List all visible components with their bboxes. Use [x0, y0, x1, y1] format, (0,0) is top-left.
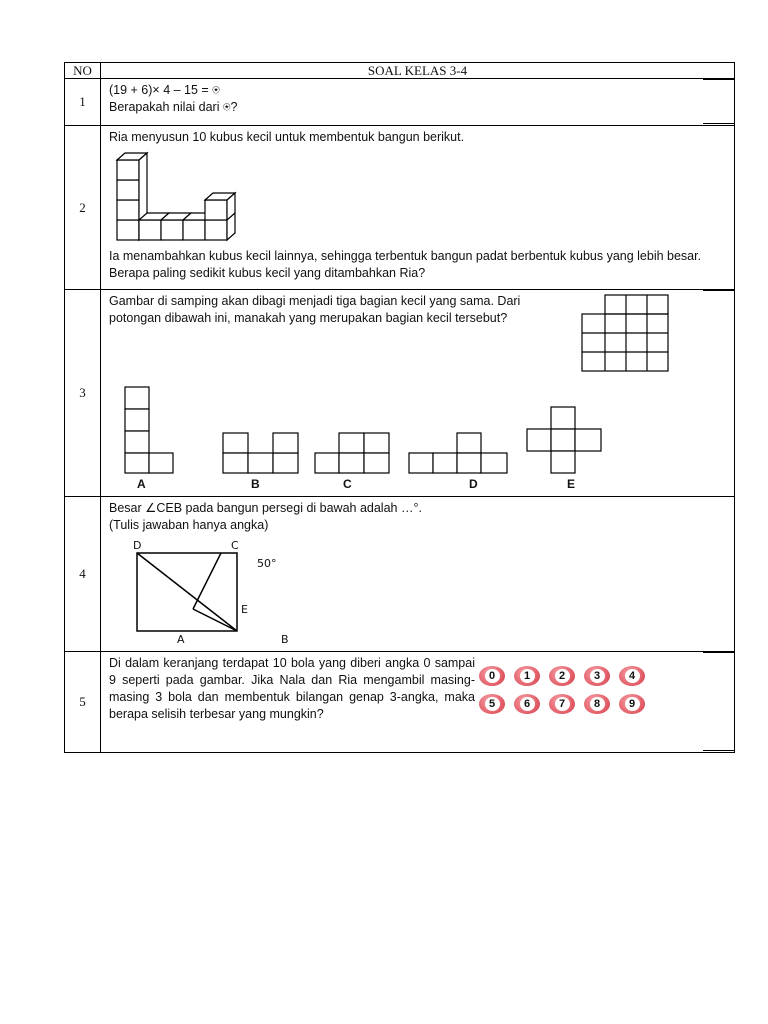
- question-cell: [101, 126, 735, 290]
- question-text: (Tulis jawaban hanya angka): [109, 518, 269, 532]
- question-table: [64, 62, 735, 753]
- ball-9: 9: [619, 694, 645, 714]
- grid-figure: [581, 294, 671, 372]
- question-row-1: [65, 79, 735, 126]
- header-title: SOAL KELAS 3-4: [101, 63, 735, 79]
- question-number: 1: [65, 79, 101, 126]
- question-row-3: [65, 290, 735, 497]
- ball-3: 3: [584, 666, 610, 686]
- question-row-4: [65, 497, 735, 652]
- header-no: NO: [65, 63, 101, 79]
- options-figure: [115, 385, 615, 480]
- option-label-a: A: [137, 477, 146, 491]
- question-cell: [101, 290, 735, 497]
- question-cell: [101, 79, 735, 126]
- ball-5: 5: [479, 694, 505, 714]
- question-content: [101, 652, 734, 752]
- ball-4: 4: [619, 666, 645, 686]
- question-number: 5: [65, 652, 101, 753]
- option-label-c: C: [343, 477, 352, 491]
- point-label-e: E: [241, 603, 248, 616]
- question-content: [101, 497, 734, 651]
- question-text: Besar ∠CEB pada bangun persegi di bawah adalah …°.: [109, 501, 422, 515]
- question-text: Di dalam keranjang terdapat 10 bola yang diberi angka 0 sampai 9 seperti pada gambar. Jika Nala dan Ria mengambil masing-masing 3 bola dan membentuk bilangan genap 3-angka, maka berapa selisih terbesar yang mungkin?: [109, 656, 475, 721]
- question-number: 4: [65, 497, 101, 652]
- question-number: 3: [65, 290, 101, 497]
- equation-line: (19 + 6)× 4 – 15 = ⍟: [109, 83, 220, 97]
- question-number: 2: [65, 126, 101, 290]
- ball-8: 8: [584, 694, 610, 714]
- vertex-label-a: A: [177, 633, 185, 646]
- ball-2: 2: [549, 666, 575, 686]
- ball-1: 1: [514, 666, 540, 686]
- ball-6: 6: [514, 694, 540, 714]
- option-label-e: E: [567, 477, 576, 491]
- cube-structure-figure: [113, 150, 253, 242]
- question-content: [101, 126, 734, 289]
- question-content: [101, 79, 734, 125]
- question-cell: [101, 497, 735, 652]
- ball-0: 0: [479, 666, 505, 686]
- option-label-b: B: [251, 477, 260, 491]
- ball-7: 7: [549, 694, 575, 714]
- question-row-5: [65, 652, 735, 753]
- vertex-label-b: B: [281, 633, 289, 646]
- question-sheet: [64, 62, 734, 753]
- question-cell: [101, 652, 735, 753]
- option-label-d: D: [469, 477, 478, 491]
- vertex-label-c: C: [231, 539, 239, 552]
- question-content: [101, 290, 734, 496]
- question-text: Ria menyusun 10 kubus kecil untuk membentuk bangun berikut.: [109, 130, 465, 144]
- header-row: [65, 63, 735, 79]
- question-text: Ia menambahkan kubus kecil lainnya, sehingga terbentuk bangun padat berbentuk kubus yang lebih besar. Berapa paling sedikit kubus kecil yang ditambahkan Ria?: [109, 249, 702, 280]
- vertex-label-d: D: [133, 539, 142, 552]
- angle-label: 50°: [257, 557, 277, 570]
- question-text: Berapakah nilai dari ⍟?: [109, 100, 238, 114]
- question-text: Gambar di samping akan dibagi menjadi tiga bagian kecil yang sama. Dari potongan dibawah ini, manakah yang merupakan bagian kecil tersebut?: [109, 294, 521, 325]
- question-row-2: [65, 126, 735, 290]
